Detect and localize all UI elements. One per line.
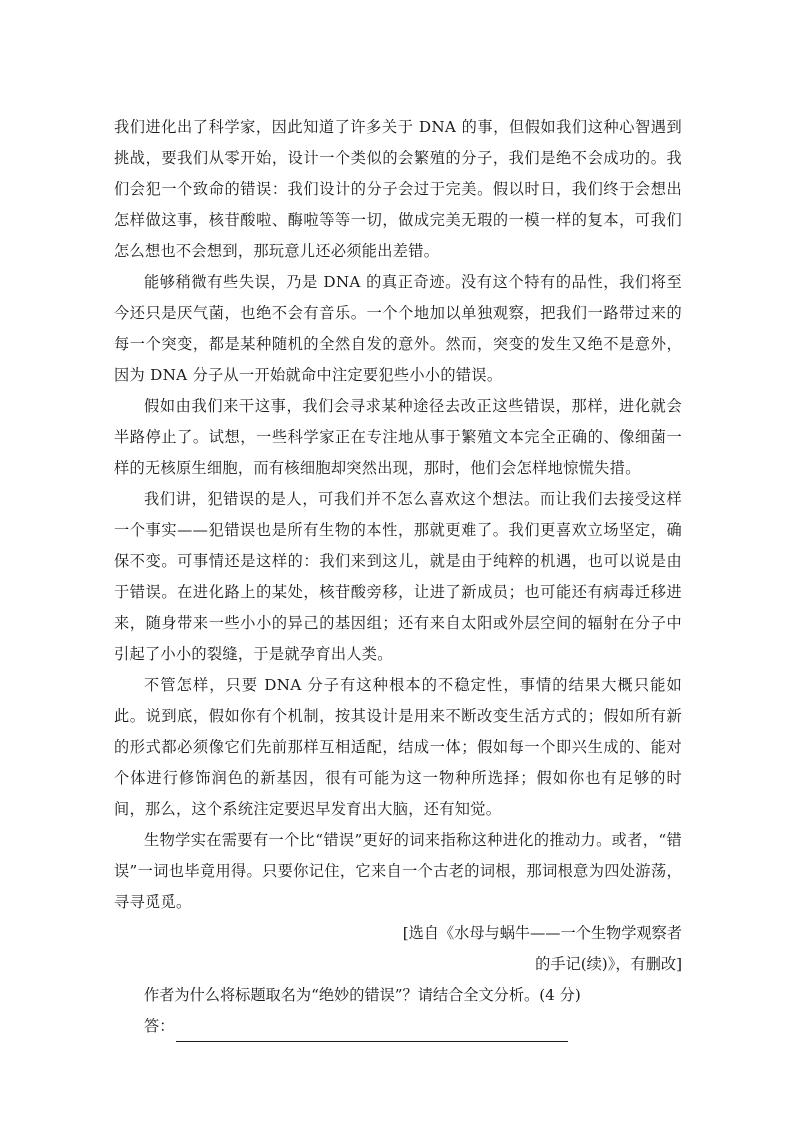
answer-row <box>114 1011 682 1042</box>
paragraph-5: 不管怎样，只要 DNA 分子有这种根本的不稳定性，事情的结果大概只能如此。说到底，假如你有个机制，按其设计是用来不断改变生活方式的；假如所有新的形式都必须像它们先前那样互相适配，结成一体；假如每一个即兴生成的、能对个体进行修饰润色的新基因，很有可能为这一物种所选择；假如你也有足够的时间，那么，这个系统注定要迟早发育出大脑，还有知觉。 <box>114 676 682 818</box>
source-citation-line-2: 的手记(续)》，有删改] <box>535 955 682 973</box>
paragraph-6: 生物学实在需要有一个比“错误”更好的词来指称这种进化的推动力。或者，“错误”一词也毕竟用得。只要你记住，它来自一个古老的词根，那词根意为四处游荡，寻寻觅觅。 <box>114 831 682 911</box>
paragraph-4: 我们讲，犯错误的是人，可我们并不怎么喜欢这个想法。而让我们去接受这样一个事实——犯错误也是所有生物的本性，那就更难了。我们更喜欢立场坚定，确保不变。可事情还是这样的：我们来到这儿，就是由于纯粹的机遇，也可以说是由于错误。在进化路上的某处，核苷酸旁移，让进了新成员；也可能还有病毒迁移进来，随身带来一些小小的异己的基因组；还有来自太阳或外层空间的辐射在分子中引起了小小的裂缝，于是就孕育出人类。 <box>114 490 682 663</box>
paragraph-2: 能够稍微有些失误，乃是 DNA 的真正奇迹。没有这个特有的品性，我们将至今还只是厌气菌，也绝不会有音乐。一个个地加以单独观察，把我们一路带过来的每一个突变，都是某种随机的全然自发的意外。然而，突变的发生又绝不是意外，因为 DNA 分子从一开始就命中注定要犯些小小的错误。 <box>114 273 682 384</box>
answer-label: 答： <box>144 1017 175 1035</box>
question-prompt: 作者为什么将标题取名为“绝妙的错误”？请结合全文分析。(4 分) <box>144 986 581 1004</box>
document-page <box>114 112 682 1042</box>
paragraph-1: 我们进化出了科学家，因此知道了许多关于 DNA 的事，但假如我们这种心智遇到挑战，要我们从零开始，设计一个类似的会繁殖的分子，我们是绝不会成功的。我们会犯一个致命的错误：我们设计的分子会过于完美。假以时日，我们终于会想出怎样做这事，核苷酸啦、酶啦等等一切，做成完美无瑕的一模一样的复本，可我们怎么想也不会想到，那玩意儿还必须能出差错。 <box>114 118 682 260</box>
source-citation-line-1: [选自《水母与蜗牛——一个生物学观察者 <box>402 924 682 942</box>
answer-blank-line[interactable] <box>176 1019 568 1042</box>
paragraph-3: 假如由我们来干这事，我们会寻求某种途径去改正这些错误，那样，进化就会半路停止了。试想，一些科学家正在专注地从事于繁殖文本完全正确的、像细菌一样的无核原生细胞，而有核细胞却突然出现，那时，他们会怎样地惊慌失措。 <box>114 397 682 477</box>
